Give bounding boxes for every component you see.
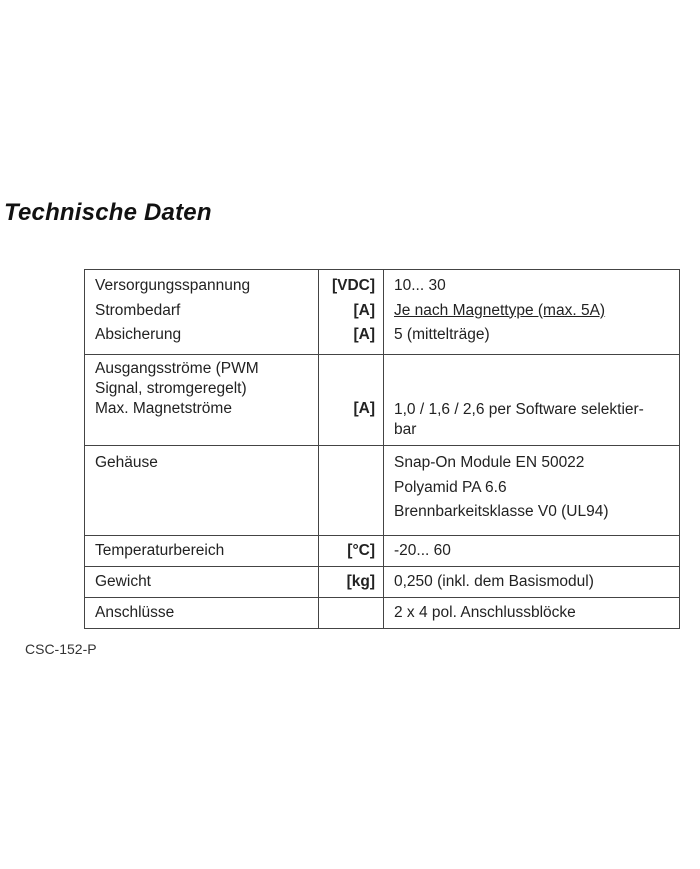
value-text-underlined: Je nach Magnettype (max. 5A): [394, 301, 606, 319]
value-text: 5 (mittelträge): [394, 326, 490, 343]
param-cell: [85, 598, 319, 629]
param-label: Anschlüsse: [95, 604, 175, 621]
unit-label: [319, 451, 375, 476]
unit-cell: [319, 270, 384, 355]
param-cell: [85, 446, 319, 536]
param-label: Temperaturbereich: [95, 542, 225, 559]
param-label: Max. Magnetströme: [95, 400, 232, 417]
unit-label: [A]: [353, 301, 375, 319]
param-label: Signal, stromgeregelt): [95, 380, 247, 397]
value-text: -20... 60: [394, 542, 451, 559]
param-cell: [85, 270, 319, 355]
table-row: [85, 270, 680, 355]
value-text: [394, 359, 679, 379]
unit-cell: [319, 598, 384, 629]
table-row: [85, 567, 680, 598]
unit-label: [°C]: [347, 542, 375, 559]
param-label: Gehäuse: [95, 454, 158, 471]
value-text: 10... 30: [394, 277, 446, 294]
param-cell: [85, 355, 319, 446]
unit-label: [A]: [353, 400, 375, 417]
value-text: bar: [394, 421, 417, 438]
unit-label: [VDC]: [331, 277, 375, 294]
value-text: Brennbarkeitsklasse V0 (UL94): [394, 503, 609, 520]
unit-label: [kg]: [346, 573, 375, 590]
unit-cell: [319, 355, 384, 446]
param-label: Strombedarf: [95, 301, 181, 319]
param-cell: [85, 567, 319, 598]
table-row: [85, 446, 680, 536]
value-cell: [384, 567, 680, 598]
param-label: Versorgungsspannung: [95, 277, 251, 294]
value-cell: [384, 536, 680, 567]
unit-label: [319, 359, 375, 379]
param-label: Absicherung: [95, 326, 182, 343]
page-title: Technische Daten: [4, 199, 212, 226]
value-text: [394, 379, 679, 399]
table-row: [85, 598, 680, 629]
value-text: 1,0 / 1,6 / 2,6 per Software selektier-: [394, 401, 644, 418]
value-cell: [384, 598, 680, 629]
value-cell: [384, 270, 680, 355]
value-text: Snap-On Module EN 50022: [394, 454, 585, 471]
unit-cell: [319, 446, 384, 536]
param-label: Ausgangsströme (PWM: [95, 360, 259, 377]
unit-cell: [319, 567, 384, 598]
table-row: [85, 536, 680, 567]
value-text: Polyamid PA 6.6: [394, 478, 507, 496]
param-label: Gewicht: [95, 573, 151, 590]
value-cell: [384, 355, 680, 446]
unit-label: [319, 598, 375, 628]
unit-label: [319, 379, 375, 399]
value-text: 0,250 (inkl. dem Basismodul): [394, 573, 594, 590]
value-text: 2 x 4 pol. Anschlussblöcke: [394, 604, 576, 621]
table-row: [85, 355, 680, 446]
unit-label: [A]: [353, 326, 375, 343]
value-cell: [384, 446, 680, 536]
param-cell: [85, 536, 319, 567]
technical-data-table: [84, 269, 680, 629]
unit-cell: [319, 536, 384, 567]
document-footer-label: CSC-152-P: [25, 641, 97, 657]
